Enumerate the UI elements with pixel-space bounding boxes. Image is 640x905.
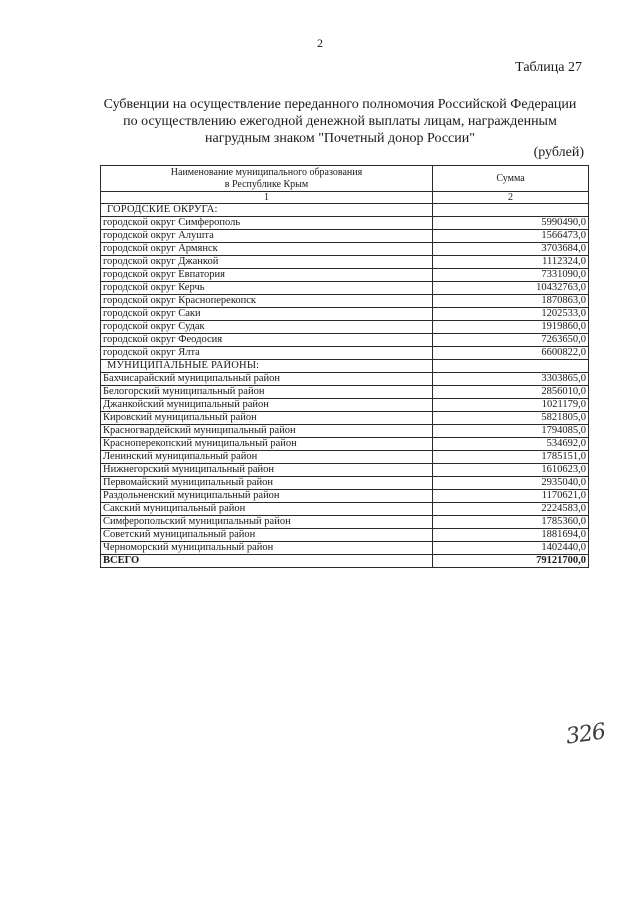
table-row bbox=[101, 230, 589, 243]
table-row bbox=[101, 373, 589, 386]
subsidy-amount: 10432763,0 bbox=[433, 282, 589, 295]
table-row bbox=[101, 490, 589, 503]
subsidy-amount: 534692,0 bbox=[433, 438, 589, 451]
table-row bbox=[101, 412, 589, 425]
table-row bbox=[101, 451, 589, 464]
table-row bbox=[101, 438, 589, 451]
subsidy-amount: 6600822,0 bbox=[433, 347, 589, 360]
section-header-row bbox=[101, 360, 589, 373]
table-row bbox=[101, 282, 589, 295]
municipality-name: Красногвардейский муниципальный район bbox=[101, 425, 433, 438]
title-line-2: по осуществлению ежегодной денежной выплаты лицам, награжденным bbox=[123, 114, 557, 129]
subsidy-amount: 1170621,0 bbox=[433, 490, 589, 503]
subsidy-amount: 7263650,0 bbox=[433, 334, 589, 347]
section-amount-empty bbox=[433, 204, 589, 217]
header-name-line-1: Наименование муниципального образования bbox=[170, 166, 363, 178]
municipality-name: городской округ Феодосия bbox=[101, 334, 433, 347]
subsidy-amount: 1610623,0 bbox=[433, 464, 589, 477]
table-row bbox=[101, 503, 589, 516]
subsidy-amount: 1566473,0 bbox=[433, 230, 589, 243]
document-title bbox=[80, 96, 600, 147]
table-row bbox=[101, 386, 589, 399]
municipality-name: городской округ Керчь bbox=[101, 282, 433, 295]
subsidy-amount: 1021179,0 bbox=[433, 399, 589, 412]
header-name-cell bbox=[101, 166, 433, 192]
municipality-name: городской округ Алушта bbox=[101, 230, 433, 243]
municipality-name: Нижнегорский муниципальный район bbox=[101, 464, 433, 477]
currency-unit: (рублей) bbox=[533, 145, 584, 160]
municipality-name: Белогорский муниципальный район bbox=[101, 386, 433, 399]
header-name-line-2: в Республике Крым bbox=[224, 178, 309, 190]
table-row bbox=[101, 464, 589, 477]
handwritten-page-mark: 326 bbox=[564, 719, 607, 750]
municipality-name: городской округ Симферополь bbox=[101, 217, 433, 230]
subsidy-amount: 1881694,0 bbox=[433, 529, 589, 542]
title-line-1: Субвенции на осуществление переданного полномочия Российской Федерации bbox=[103, 97, 577, 112]
subsidy-amount: 5821805,0 bbox=[433, 412, 589, 425]
subsidy-amount: 1794085,0 bbox=[433, 425, 589, 438]
municipality-name: Раздольненский муниципальный район bbox=[101, 490, 433, 503]
municipality-name: городской округ Саки bbox=[101, 308, 433, 321]
municipality-name: Черноморский муниципальный район bbox=[101, 542, 433, 555]
section-amount-empty bbox=[433, 360, 589, 373]
municipality-name: городской округ Евпатория bbox=[101, 269, 433, 282]
subsidy-amount: 1870863,0 bbox=[433, 295, 589, 308]
total-label: ВСЕГО bbox=[101, 555, 433, 568]
table-row bbox=[101, 347, 589, 360]
table-row bbox=[101, 256, 589, 269]
table-body bbox=[101, 166, 589, 568]
title-line-3: нагрудным знаком "Почетный донор России" bbox=[205, 131, 475, 146]
section-title: МУНИЦИПАЛЬНЫЕ РАЙОНЫ: bbox=[101, 360, 433, 373]
municipality-name: городской округ Судак bbox=[101, 321, 433, 334]
column-number-row bbox=[101, 192, 589, 204]
table-row bbox=[101, 321, 589, 334]
subsidy-amount: 1202533,0 bbox=[433, 308, 589, 321]
table-row bbox=[101, 217, 589, 230]
table-header-row bbox=[101, 166, 589, 192]
subsidy-amount: 2224583,0 bbox=[433, 503, 589, 516]
subsidy-table bbox=[100, 165, 589, 568]
subsidy-amount: 5990490,0 bbox=[433, 217, 589, 230]
subsidy-amount: 1785360,0 bbox=[433, 516, 589, 529]
municipality-name: Симферопольский муниципальный район bbox=[101, 516, 433, 529]
table-row bbox=[101, 477, 589, 490]
column-number-1: 1 bbox=[101, 192, 433, 204]
subsidy-amount: 2935040,0 bbox=[433, 477, 589, 490]
header-amount-cell: Сумма bbox=[433, 166, 589, 192]
municipality-name: городской округ Джанкой bbox=[101, 256, 433, 269]
subsidy-amount: 1785151,0 bbox=[433, 451, 589, 464]
table-row bbox=[101, 542, 589, 555]
section-title: ГОРОДСКИЕ ОКРУГА: bbox=[101, 204, 433, 217]
subsidy-amount: 3703684,0 bbox=[433, 243, 589, 256]
table-row bbox=[101, 425, 589, 438]
municipality-name: Первомайский муниципальный район bbox=[101, 477, 433, 490]
table-label: Таблица 27 bbox=[515, 60, 582, 75]
table-row bbox=[101, 334, 589, 347]
table-row bbox=[101, 308, 589, 321]
table-row bbox=[101, 269, 589, 282]
municipality-name: Кировский муниципальный район bbox=[101, 412, 433, 425]
table-row bbox=[101, 243, 589, 256]
subsidy-amount: 2856010,0 bbox=[433, 386, 589, 399]
municipality-name: городской округ Армянск bbox=[101, 243, 433, 256]
municipality-name: Красноперекопский муниципальный район bbox=[101, 438, 433, 451]
section-header-row bbox=[101, 204, 589, 217]
municipality-name: Бахчисарайский муниципальный район bbox=[101, 373, 433, 386]
table-row bbox=[101, 295, 589, 308]
total-row bbox=[101, 555, 589, 568]
total-amount: 79121700,0 bbox=[433, 555, 589, 568]
table-row bbox=[101, 516, 589, 529]
subsidy-amount: 1402440,0 bbox=[433, 542, 589, 555]
municipality-name: Ленинский муниципальный район bbox=[101, 451, 433, 464]
municipality-name: городской округ Ялта bbox=[101, 347, 433, 360]
subsidy-amount: 1112324,0 bbox=[433, 256, 589, 269]
page-number: 2 bbox=[317, 36, 323, 50]
municipality-name: Сакский муниципальный район bbox=[101, 503, 433, 516]
table-row bbox=[101, 399, 589, 412]
subsidy-amount: 1919860,0 bbox=[433, 321, 589, 334]
municipality-name: Джанкойский муниципальный район bbox=[101, 399, 433, 412]
subsidy-amount: 7331090,0 bbox=[433, 269, 589, 282]
table-row bbox=[101, 529, 589, 542]
municipality-name: Советский муниципальный район bbox=[101, 529, 433, 542]
subsidy-amount: 3303865,0 bbox=[433, 373, 589, 386]
column-number-2: 2 bbox=[433, 192, 589, 204]
municipality-name: городской округ Красноперекопск bbox=[101, 295, 433, 308]
